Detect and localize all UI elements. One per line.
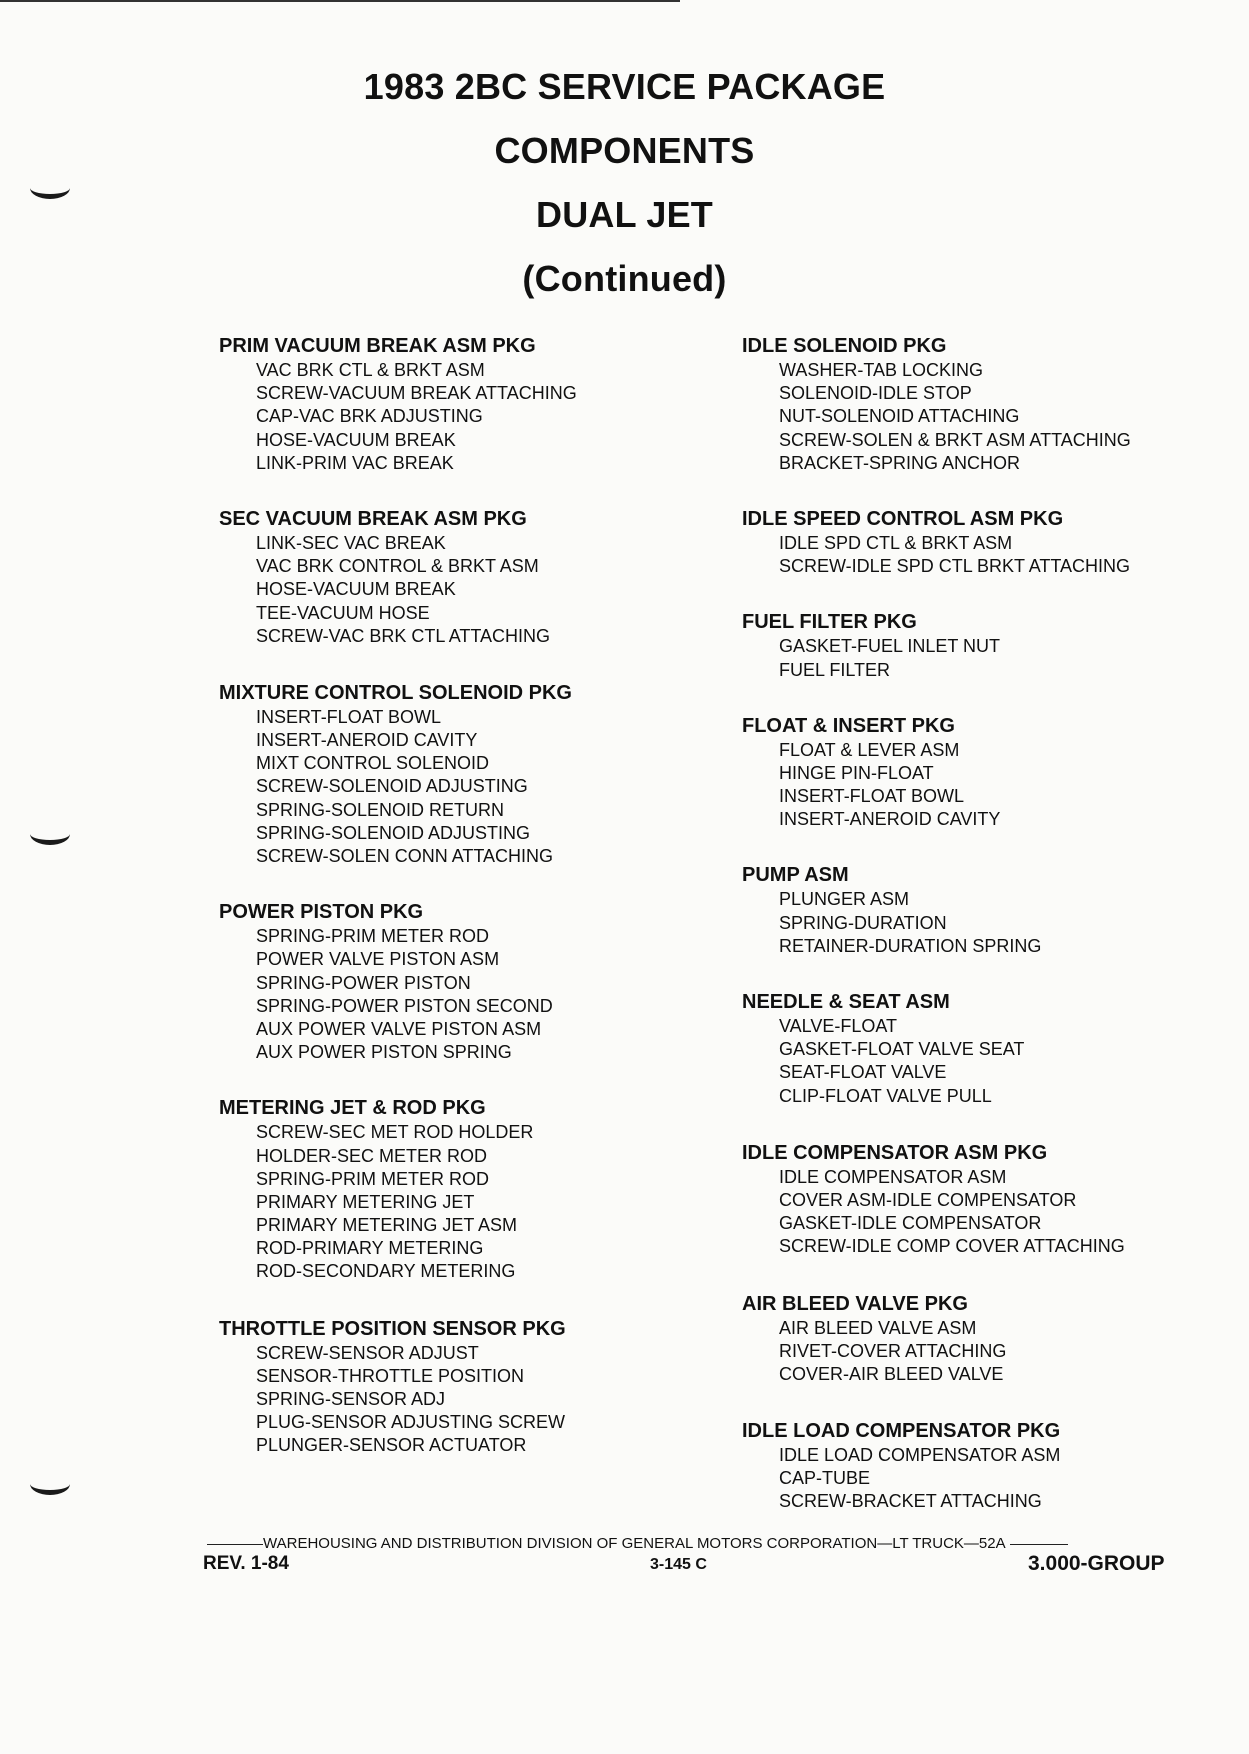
list-item: FLOAT & LEVER ASM xyxy=(779,739,960,760)
list-item: FUEL FILTER xyxy=(779,659,891,680)
list-item: AUX POWER PISTON SPRING xyxy=(256,1042,512,1063)
list-item: VAC BRK CONTROL & BRKT ASM xyxy=(256,556,539,577)
list-item: SCREW-IDLE SPD CTL BRKT ATTACHING xyxy=(779,556,1131,577)
package-title: IDLE SOLENOID PKG xyxy=(742,335,947,357)
list-item: SPRING-POWER PISTON xyxy=(256,972,471,993)
list-item: PLUNGER ASM xyxy=(779,889,910,910)
list-item: WASHER-TAB LOCKING xyxy=(779,360,984,380)
page-subtitle-dual-jet: DUAL JET xyxy=(536,194,713,235)
page-title: 1983 2BC SERVICE PACKAGE xyxy=(363,66,886,107)
package xyxy=(219,333,719,475)
package xyxy=(742,506,1222,578)
list-item: COVER-AIR BLEED VALVE xyxy=(779,1363,1004,1384)
package-title: THROTTLE POSITION SENSOR PKG xyxy=(219,1317,566,1340)
list-item: SPRING-SOLENOID RETURN xyxy=(256,799,505,820)
list-item: SCREW-SENSOR ADJUST xyxy=(256,1342,479,1363)
package-items xyxy=(219,532,719,648)
package-items xyxy=(219,925,719,1064)
list-item: HOSE-VACUUM BREAK xyxy=(256,429,456,450)
list-item: SCREW-IDLE COMP COVER ATTACHING xyxy=(779,1236,1125,1257)
package-title: POWER PISTON PKG xyxy=(219,901,424,924)
left-column xyxy=(219,333,719,1458)
list-item: INSERT-ANEROID CAVITY xyxy=(256,730,478,751)
list-item: SPRING-SOLENOID ADJUSTING xyxy=(256,822,531,843)
list-item: SCREW-SEC MET ROD HOLDER xyxy=(256,1122,534,1143)
package-items xyxy=(742,888,1222,958)
package-title: AIR BLEED VALVE PKG xyxy=(742,1292,968,1315)
package-items xyxy=(742,739,1222,832)
page-subtitle-continued: (Continued) xyxy=(522,258,727,299)
package-items xyxy=(219,359,719,475)
package-title: MIXTURE CONTROL SOLENOID PKG xyxy=(219,681,572,704)
list-item: SOLENOID-IDLE STOP xyxy=(779,383,972,404)
package xyxy=(742,1140,1222,1259)
list-item: ROD-SECONDARY METERING xyxy=(256,1261,516,1282)
package xyxy=(742,989,1222,1108)
package-title: METERING JET & ROD PKG xyxy=(219,1097,486,1120)
list-item: AIR BLEED VALVE ASM xyxy=(779,1317,977,1338)
list-item: TEE-VACUUM HOSE xyxy=(256,602,430,623)
package-title: FLOAT & INSERT PKG xyxy=(742,714,955,737)
package-items xyxy=(742,1317,1222,1387)
package-title: IDLE COMPENSATOR ASM PKG xyxy=(742,1141,1048,1164)
list-item: VALVE-FLOAT xyxy=(779,1016,898,1036)
list-item: GASKET-FUEL INLET NUT xyxy=(779,636,1001,657)
package xyxy=(219,680,719,868)
package-title: SEC VACUUM BREAK ASM PKG xyxy=(219,507,527,530)
package-items xyxy=(742,359,1222,475)
list-item: RIVET-COVER ATTACHING xyxy=(779,1340,1007,1361)
list-item: HOSE-VACUUM BREAK xyxy=(256,579,456,600)
package-items xyxy=(219,1121,719,1283)
package xyxy=(742,1291,1222,1387)
group-label: 3.000-GROUP xyxy=(1028,1552,1165,1575)
list-item: SCREW-SOLEN & BRKT ASM ATTACHING xyxy=(779,429,1131,450)
list-item: SCREW-BRACKET ATTACHING xyxy=(779,1491,1042,1512)
list-item: SPRING-PRIM METER ROD xyxy=(256,1168,490,1189)
list-item: HOLDER-SEC METER ROD xyxy=(256,1145,488,1166)
list-item: NUT-SOLENOID ATTACHING xyxy=(779,406,1020,427)
list-item: SENSOR-THROTTLE POSITION xyxy=(256,1365,525,1386)
right-column xyxy=(742,333,1222,1514)
revision-label: REV. 1-84 xyxy=(203,1553,289,1574)
list-item: COVER ASM-IDLE COMPENSATOR xyxy=(779,1189,1077,1210)
package-items xyxy=(742,1166,1222,1259)
list-item: HINGE PIN-FLOAT xyxy=(779,762,934,783)
package xyxy=(219,1316,719,1458)
list-item: CAP-TUBE xyxy=(779,1468,871,1489)
list-item: INSERT-FLOAT BOWL xyxy=(779,786,965,807)
package-title: PUMP ASM xyxy=(742,864,849,887)
top-rule xyxy=(0,0,680,2)
list-item: SCREW-SOLEN CONN ATTACHING xyxy=(256,846,554,866)
page-subtitle-components: COMPONENTS xyxy=(494,130,755,171)
list-item: RETAINER-DURATION SPRING xyxy=(779,935,1042,956)
list-item: SCREW-SOLENOID ADJUSTING xyxy=(256,776,528,797)
package xyxy=(219,506,719,648)
list-item: AUX POWER VALVE PISTON ASM xyxy=(256,1018,542,1039)
footer-division-text: WAREHOUSING AND DISTRIBUTION DIVISION OF GENERAL MOTORS CORPORATION—LT TRUCK—52A xyxy=(263,1535,1006,1552)
page-header xyxy=(0,55,1249,311)
list-item: VAC BRK CTL & BRKT ASM xyxy=(256,360,485,380)
list-item: SPRING-PRIM METER ROD xyxy=(256,926,490,947)
package-items xyxy=(742,635,1222,681)
package-title: PRIM VACUUM BREAK ASM PKG xyxy=(219,335,536,357)
list-item: PLUNGER-SENSOR ACTUATOR xyxy=(256,1435,527,1456)
list-item: SPRING-POWER PISTON SECOND xyxy=(256,995,553,1016)
list-item: INSERT-FLOAT BOWL xyxy=(256,706,442,727)
list-item: IDLE COMPENSATOR ASM xyxy=(779,1166,1007,1187)
list-item: GASKET-IDLE COMPENSATOR xyxy=(779,1213,1042,1234)
list-item: IDLE SPD CTL & BRKT ASM xyxy=(779,532,1013,553)
list-item: ROD-PRIMARY METERING xyxy=(256,1238,484,1259)
list-item: SEAT-FLOAT VALVE xyxy=(779,1062,947,1083)
list-item: SPRING-DURATION xyxy=(779,912,947,933)
list-item: PRIMARY METERING JET ASM xyxy=(256,1215,518,1236)
package-items xyxy=(742,1444,1222,1514)
footer-division-line xyxy=(207,1534,1177,1554)
package-items xyxy=(742,1015,1222,1108)
package xyxy=(219,1095,719,1283)
footer-dash-right xyxy=(1010,1544,1068,1545)
list-item: GASKET-FLOAT VALVE SEAT xyxy=(779,1039,1025,1060)
package-title: IDLE SPEED CONTROL ASM PKG xyxy=(742,507,1064,530)
list-item: INSERT-ANEROID CAVITY xyxy=(779,809,1001,830)
list-item: IDLE LOAD COMPENSATOR ASM xyxy=(779,1445,1061,1466)
package-title: IDLE LOAD COMPENSATOR PKG xyxy=(742,1420,1061,1443)
package xyxy=(742,713,1222,832)
package-items xyxy=(219,706,719,868)
package xyxy=(742,609,1222,681)
footer-dash-left xyxy=(207,1544,263,1545)
list-item: MIXT CONTROL SOLENOID xyxy=(256,753,490,774)
package-title: NEEDLE & SEAT ASM xyxy=(742,991,950,1013)
package xyxy=(742,333,1222,475)
list-item: CAP-VAC BRK ADJUSTING xyxy=(256,406,483,427)
list-item: SCREW-VACUUM BREAK ATTACHING xyxy=(256,383,577,404)
list-item: SPRING-SENSOR ADJ xyxy=(256,1389,446,1409)
list-item: BRACKET-SPRING ANCHOR xyxy=(779,452,1021,473)
list-item: PLUG-SENSOR ADJUSTING SCREW xyxy=(256,1412,566,1433)
package xyxy=(742,1418,1222,1514)
package xyxy=(742,862,1222,958)
list-item: LINK-SEC VAC BREAK xyxy=(256,532,446,553)
binder-hole-middle xyxy=(30,818,70,845)
binder-hole-bottom xyxy=(30,1468,70,1495)
package-items xyxy=(742,532,1222,578)
package-title: FUEL FILTER PKG xyxy=(742,611,917,634)
package xyxy=(219,899,719,1064)
list-item: POWER VALVE PISTON ASM xyxy=(256,949,500,970)
list-item: CLIP-FLOAT VALVE PULL xyxy=(779,1085,992,1106)
page-number: 3-145 C xyxy=(650,1556,707,1573)
list-item: SCREW-VAC BRK CTL ATTACHING xyxy=(256,625,551,646)
list-item: PRIMARY METERING JET xyxy=(256,1191,475,1212)
package-items xyxy=(219,1342,719,1458)
list-item: LINK-PRIM VAC BREAK xyxy=(256,452,454,473)
